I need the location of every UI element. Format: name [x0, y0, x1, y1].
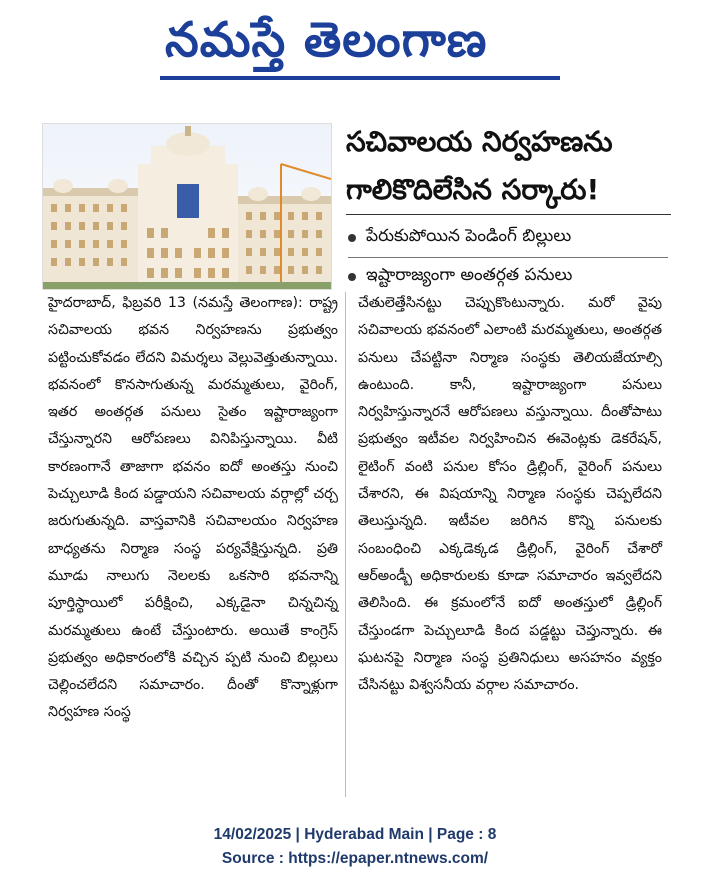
bullet-divider: [348, 257, 668, 258]
secretariat-building-image: [43, 124, 331, 289]
column-divider: [345, 292, 346, 797]
footer: [0, 823, 710, 871]
bullet-item: [348, 222, 678, 254]
bullet-item: [348, 261, 678, 293]
bullet-dot-icon: [348, 273, 356, 281]
headline-line-2: గాలికొదిలేసిన సర్కారు!: [346, 173, 600, 206]
subheadline-bullets: [348, 222, 678, 293]
headline-line-1: సచివాలయ నిర్వహణను: [346, 125, 613, 158]
article-column-left: [48, 290, 338, 727]
newspaper-logo: [165, 4, 560, 76]
bullet-text: ఇష్టారాజ్యంగా అంతర్గత పనులు: [366, 265, 573, 285]
headline: [346, 118, 676, 214]
bullet-text: పేరుకుపోయిన పెండింగ్ బిల్లులు: [366, 226, 572, 246]
footer-edition-info: 14/02/2025 | Hyderabad Main | Page : 8: [213, 826, 497, 843]
bullet-dot-icon: [348, 234, 356, 242]
masthead-rule: [160, 76, 560, 80]
article-text-right: చేతులెత్తేసినట్టు చెప్పుకొంటున్నారు. మరో వైపు సచివాలయ భవనంలో ఎలాంటి మరమ్మతులు, అంతర్గత పనులు చేపట్టినా నిర్మాణ సంస్థకు తెలియజేయాల్సి ఉంటుంది. కానీ, ఇష్టారాజ్యంగా పనులు నిర్వహిస్తున్నారనే ఆరోపణలు వస్తున్నాయి. దీంతోపాటు ప్రభుత్వం ఇటీవల నిర్వహించిన ఈవెంట్లకు డెకరేషన్, లైటింగ్ వంటి పనుల కోసం డ్రిల్లింగ్, వైరింగ్ పనులు చేశారని, ఈ విషయాన్ని నిర్మాణ సంస్థకు చెప్పలేదని తెలుస్తున్నది. ఇటీవల జరిగిన కొన్ని పనులకు సంబంధించి ఎక్కడెక్కడ డ్రిల్లింగ్, వైరింగ్ చేశారో ఆర్అండ్బీ అధికారులకు కూడా సమాచారం ఇవ్వలేదని తెలిసింది. ఈ క్రమంలోనే ఐదో అంతస్తులో డ్రిల్లింగ్ చేస్తుండగా పెచ్చులూడి కింద పడ్డట్టు చెప్తున్నారు. ఈ ఘటనపై నిర్మాణ సంస్థ ప్రతినిధులు అసహనం వ్యక్తం చేసినట్టు విశ్వసనీయ వర్గాల సమాచారం.: [358, 295, 662, 694]
masthead: [0, 0, 710, 95]
logo-text: నమస్తే తెలంగాణ: [165, 12, 488, 68]
article-column-right: [358, 290, 662, 699]
secretariat-photo: [42, 123, 332, 290]
footer-source: Source : https://epaper.ntnews.com/: [221, 850, 489, 867]
article-text-left: హైదరాబాద్, ఫిబ్రవరి 13 (నమస్తే తెలంగాణ): రాష్ట్ర సచివాలయ భవన నిర్వహణను ప్రభుత్వం పట్టించుకోవడం లేదని విమర్శలు వెల్లువెత్తుతున్నాయి. భవనంలో కొనసాగుతున్న మరమ్మతులు, వైరింగ్, ఇతర అంతర్గత పనులు సైతం ఇష్టారాజ్యంగా చేస్తున్నారని ఆరోపణలు వినిపిస్తున్నాయి. వీటి కారణంగానే తాజాగా భవనం ఐదో అంతస్తు నుంచి పెచ్చులూడి కింద పడ్డాయని సచివాలయ వర్గాల్లో చర్చ జరుగుతున్నది. వాస్తవానికి సచివాలయం నిర్వహణ బాధ్యతను నిర్మాణ సంస్థ పర్యవేక్షిస్తున్నది. ప్రతి మూడు నాలుగు నెలలకు ఒకసారి భవనాన్ని పూర్తిస్థాయిలో పరీక్షించి, ఎక్కడైనా చిన్నచిన్న మరమ్మతులు ఉంటే చేస్తుంటారు. అయితే కాంగ్రెస్ ప్రభుత్వం అధికారంలోకి వచ్చిన ప్పటి నుంచి బిల్లులు చెల్లించలేదని సమాచారం. దీంతో కొన్నాళ్లుగా నిర్వహణ సంస్థ: [48, 295, 338, 721]
headline-divider: [346, 214, 671, 215]
